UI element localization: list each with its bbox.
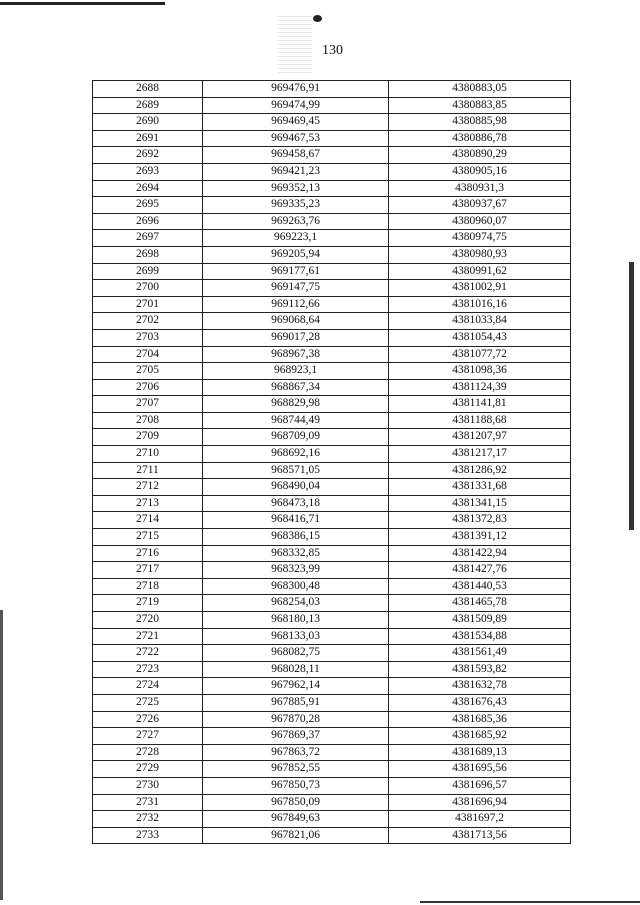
point-number-cell: 2711 [93,462,203,479]
table-row [93,512,571,529]
table-row [93,711,571,728]
y-coordinate-cell: 4380937,67 [389,197,571,214]
y-coordinate-cell: 4381002,91 [389,280,571,297]
scan-edge-right [629,262,634,530]
point-number-cell: 2696 [93,213,203,230]
y-coordinate-cell: 4381372,83 [389,512,571,529]
x-coordinate-cell: 967885,91 [203,694,389,711]
y-coordinate-cell: 4381509,89 [389,612,571,629]
y-coordinate-cell: 4381713,56 [389,827,571,844]
table-row [93,678,571,695]
stamp-dot [313,15,322,22]
y-coordinate-cell: 4381676,43 [389,694,571,711]
y-coordinate-cell: 4380931,3 [389,180,571,197]
point-number-cell: 2726 [93,711,203,728]
table-row [93,147,571,164]
point-number-cell: 2701 [93,296,203,313]
x-coordinate-cell: 968709,09 [203,429,389,446]
x-coordinate-cell: 967869,37 [203,728,389,745]
table-row [93,81,571,98]
x-coordinate-cell: 969352,13 [203,180,389,197]
table-row [93,213,571,230]
table-row [93,130,571,147]
table-row [93,346,571,363]
scan-edge-left [0,610,3,900]
x-coordinate-cell: 967870,28 [203,711,389,728]
x-coordinate-cell: 968082,75 [203,645,389,662]
y-coordinate-cell: 4380991,62 [389,263,571,280]
point-number-cell: 2709 [93,429,203,446]
x-coordinate-cell: 968180,13 [203,612,389,629]
stamp-mark [278,15,312,73]
y-coordinate-cell: 4381391,12 [389,529,571,546]
coordinates-table [92,80,571,844]
point-number-cell: 2703 [93,329,203,346]
x-coordinate-cell: 968490,04 [203,479,389,496]
point-number-cell: 2730 [93,777,203,794]
x-coordinate-cell: 969476,91 [203,81,389,98]
table-row [93,811,571,828]
table-row [93,114,571,131]
table-row [93,163,571,180]
point-number-cell: 2728 [93,744,203,761]
y-coordinate-cell: 4381054,43 [389,329,571,346]
y-coordinate-cell: 4380960,07 [389,213,571,230]
x-coordinate-cell: 969205,94 [203,246,389,263]
y-coordinate-cell: 4381124,39 [389,379,571,396]
table-row [93,562,571,579]
table-row [93,728,571,745]
y-coordinate-cell: 4380883,05 [389,81,571,98]
y-coordinate-cell: 4381632,78 [389,678,571,695]
point-number-cell: 2693 [93,163,203,180]
point-number-cell: 2719 [93,595,203,612]
x-coordinate-cell: 967850,73 [203,777,389,794]
point-number-cell: 2715 [93,529,203,546]
x-coordinate-cell: 968923,1 [203,363,389,380]
point-number-cell: 2699 [93,263,203,280]
point-number-cell: 2732 [93,811,203,828]
y-coordinate-cell: 4381422,94 [389,545,571,562]
point-number-cell: 2718 [93,578,203,595]
x-coordinate-cell: 968692,16 [203,446,389,463]
y-coordinate-cell: 4381217,17 [389,446,571,463]
x-coordinate-cell: 969458,67 [203,147,389,164]
x-coordinate-cell: 968967,38 [203,346,389,363]
x-coordinate-cell: 968829,98 [203,396,389,413]
point-number-cell: 2695 [93,197,203,214]
y-coordinate-cell: 4381341,15 [389,495,571,512]
table-row [93,197,571,214]
x-coordinate-cell: 967821,06 [203,827,389,844]
y-coordinate-cell: 4381696,57 [389,777,571,794]
y-coordinate-cell: 4380886,78 [389,130,571,147]
point-number-cell: 2702 [93,313,203,330]
y-coordinate-cell: 4381286,92 [389,462,571,479]
x-coordinate-cell: 969068,64 [203,313,389,330]
x-coordinate-cell: 968332,85 [203,545,389,562]
y-coordinate-cell: 4381427,76 [389,562,571,579]
y-coordinate-cell: 4381465,78 [389,595,571,612]
y-coordinate-cell: 4381188,68 [389,412,571,429]
point-number-cell: 2729 [93,761,203,778]
point-number-cell: 2714 [93,512,203,529]
x-coordinate-cell: 968744,49 [203,412,389,429]
table-row [93,661,571,678]
y-coordinate-cell: 4381593,82 [389,661,571,678]
x-coordinate-cell: 969474,99 [203,97,389,114]
x-coordinate-cell: 968323,99 [203,562,389,579]
point-number-cell: 2712 [93,479,203,496]
point-number-cell: 2733 [93,827,203,844]
x-coordinate-cell: 969469,45 [203,114,389,131]
point-number-cell: 2717 [93,562,203,579]
x-coordinate-cell: 967850,09 [203,794,389,811]
point-number-cell: 2688 [93,81,203,98]
y-coordinate-cell: 4381685,36 [389,711,571,728]
x-coordinate-cell: 968133,03 [203,628,389,645]
y-coordinate-cell: 4381141,81 [389,396,571,413]
point-number-cell: 2710 [93,446,203,463]
point-number-cell: 2723 [93,661,203,678]
x-coordinate-cell: 968473,18 [203,495,389,512]
table-row [93,280,571,297]
x-coordinate-cell: 968386,15 [203,529,389,546]
point-number-cell: 2707 [93,396,203,413]
y-coordinate-cell: 4380905,16 [389,163,571,180]
table-row [93,296,571,313]
y-coordinate-cell: 4381689,13 [389,744,571,761]
table-row [93,744,571,761]
table-row [93,230,571,247]
y-coordinate-cell: 4381685,92 [389,728,571,745]
point-number-cell: 2716 [93,545,203,562]
y-coordinate-cell: 4381440,53 [389,578,571,595]
y-coordinate-cell: 4380890,29 [389,147,571,164]
y-coordinate-cell: 4381033,84 [389,313,571,330]
y-coordinate-cell: 4381561,49 [389,645,571,662]
table-row [93,180,571,197]
point-number-cell: 2691 [93,130,203,147]
table-row [93,529,571,546]
x-coordinate-cell: 967863,72 [203,744,389,761]
table-row [93,479,571,496]
point-number-cell: 2689 [93,97,203,114]
point-number-cell: 2724 [93,678,203,695]
table-row [93,363,571,380]
table-row [93,595,571,612]
x-coordinate-cell: 968300,48 [203,578,389,595]
x-coordinate-cell: 967849,63 [203,811,389,828]
x-coordinate-cell: 968416,71 [203,512,389,529]
table-row [93,545,571,562]
point-number-cell: 2704 [93,346,203,363]
y-coordinate-cell: 4381331,68 [389,479,571,496]
table-row [93,462,571,479]
table-row [93,97,571,114]
x-coordinate-cell: 968254,03 [203,595,389,612]
table-row [93,246,571,263]
x-coordinate-cell: 968867,34 [203,379,389,396]
point-number-cell: 2731 [93,794,203,811]
table-row [93,761,571,778]
y-coordinate-cell: 4381695,56 [389,761,571,778]
y-coordinate-cell: 4380885,98 [389,114,571,131]
y-coordinate-cell: 4381077,72 [389,346,571,363]
x-coordinate-cell: 969017,28 [203,329,389,346]
table-row [93,578,571,595]
point-number-cell: 2708 [93,412,203,429]
table-row [93,827,571,844]
point-number-cell: 2722 [93,645,203,662]
point-number-cell: 2725 [93,694,203,711]
table-row [93,329,571,346]
table-row [93,313,571,330]
x-coordinate-cell: 969223,1 [203,230,389,247]
coordinates-table-body [93,81,571,844]
point-number-cell: 2706 [93,379,203,396]
x-coordinate-cell: 969263,76 [203,213,389,230]
point-number-cell: 2700 [93,280,203,297]
table-row [93,612,571,629]
table-row [93,777,571,794]
y-coordinate-cell: 4381696,94 [389,794,571,811]
y-coordinate-cell: 4381207,97 [389,429,571,446]
point-number-cell: 2698 [93,246,203,263]
point-number-cell: 2720 [93,612,203,629]
y-coordinate-cell: 4381697,2 [389,811,571,828]
point-number-cell: 2690 [93,114,203,131]
page-number: 130 [322,43,343,58]
table-row [93,446,571,463]
point-number-cell: 2713 [93,495,203,512]
y-coordinate-cell: 4380980,93 [389,246,571,263]
x-coordinate-cell: 967962,14 [203,678,389,695]
y-coordinate-cell: 4380883,85 [389,97,571,114]
scan-edge-bottom [420,901,640,903]
point-number-cell: 2692 [93,147,203,164]
table-row [93,794,571,811]
table-row [93,379,571,396]
y-coordinate-cell: 4381016,16 [389,296,571,313]
x-coordinate-cell: 969335,23 [203,197,389,214]
x-coordinate-cell: 969421,23 [203,163,389,180]
x-coordinate-cell: 967852,55 [203,761,389,778]
x-coordinate-cell: 969147,75 [203,280,389,297]
table-row [93,628,571,645]
table-row [93,495,571,512]
x-coordinate-cell: 969467,53 [203,130,389,147]
x-coordinate-cell: 968028,11 [203,661,389,678]
point-number-cell: 2721 [93,628,203,645]
point-number-cell: 2697 [93,230,203,247]
x-coordinate-cell: 968571,05 [203,462,389,479]
table-row [93,263,571,280]
table-row [93,694,571,711]
table-row [93,429,571,446]
x-coordinate-cell: 969177,61 [203,263,389,280]
y-coordinate-cell: 4381098,36 [389,363,571,380]
table-row [93,396,571,413]
table-row [93,645,571,662]
y-coordinate-cell: 4380974,75 [389,230,571,247]
table-row [93,412,571,429]
point-number-cell: 2694 [93,180,203,197]
y-coordinate-cell: 4381534,88 [389,628,571,645]
scan-edge-top [0,2,165,5]
point-number-cell: 2705 [93,363,203,380]
x-coordinate-cell: 969112,66 [203,296,389,313]
point-number-cell: 2727 [93,728,203,745]
